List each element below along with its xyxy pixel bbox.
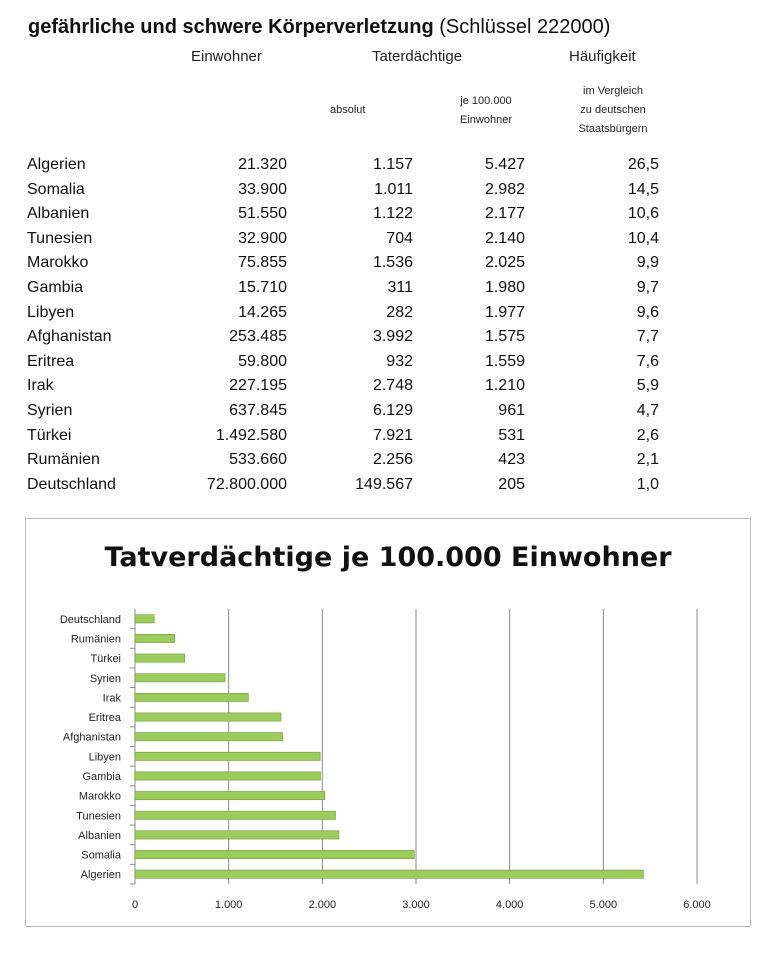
cell-einwohner: 533.660 [229,451,287,469]
chart-panel [25,518,751,927]
cell-absolut: 149.567 [355,475,413,493]
cell-absolut: 3.992 [372,328,413,346]
cell-je-100000: 1.559 [484,352,525,370]
cell-absolut: 282 [386,303,413,321]
subheader-absolut: absolut [330,104,366,116]
cell-einwohner: 637.845 [229,401,287,419]
cell-einwohner: 14.265 [238,303,287,321]
cell-country: Rumänien [27,451,100,469]
cell-absolut: 311 [387,278,413,296]
cell-country: Libyen [27,303,75,321]
bar [135,772,320,780]
cell-absolut: 2.256 [372,451,413,469]
cell-country: Syrien [27,401,73,419]
cell-einwohner: 72.800.000 [206,475,287,493]
subheader-je-100000 [441,92,531,130]
cell-je-100000: 205 [498,475,525,493]
table-row [0,178,775,203]
cell-je-100000: 961 [498,401,525,419]
table-row [0,251,775,276]
cell-einwohner: 51.550 [238,205,287,223]
cell-haeufigkeit: 2,6 [636,426,659,444]
table-row [0,276,775,301]
cell-country: Marokko [27,254,89,272]
x-tick-label: 4.000 [495,899,524,911]
subheader-vergleich-line2: zu deutschen [580,104,646,116]
cell-einwohner: 227.195 [229,377,287,395]
cell-absolut: 1.536 [372,254,413,272]
title-main: gefährliche und schwere Körperverletzung [28,16,434,38]
bar [135,733,283,741]
cell-je-100000: 2.025 [484,254,525,272]
cell-country: Afghanistan [27,328,112,346]
cell-je-100000: 1.977 [484,303,525,321]
bar [135,713,281,721]
header-einwohner: Einwohner [191,48,262,65]
cell-haeufigkeit: 5,9 [636,377,659,395]
cell-je-100000: 1.575 [484,328,525,346]
y-category-label: Irak [102,692,121,705]
cell-einwohner: 59.800 [238,352,287,370]
cell-einwohner: 32.900 [238,229,287,247]
table-row [0,202,775,227]
x-tick-label: 2.000 [308,899,337,911]
header-tatverdaechtige: Taterdächtige [372,48,463,65]
cell-je-100000: 423 [498,451,525,469]
cell-einwohner: 15.710 [238,278,287,296]
cell-absolut: 1.122 [372,205,413,223]
cell-je-100000: 531 [498,426,525,444]
cell-je-100000: 1.980 [484,278,525,296]
cell-haeufigkeit: 9,9 [636,254,659,272]
cell-absolut: 2.748 [372,377,413,395]
table-row [0,374,775,399]
subheader-vergleich-line1: im Vergleich [583,85,643,97]
cell-absolut: 1.011 [374,180,413,198]
cell-haeufigkeit: 7,7 [636,328,659,346]
y-category-label: Türkei [90,653,121,666]
cell-absolut: 7.921 [372,426,413,444]
y-category-label: Eritrea [88,712,121,725]
table-row [0,227,775,252]
cell-je-100000: 2.177 [484,205,525,223]
cell-haeufigkeit: 9,7 [636,278,659,296]
cell-je-100000: 2.982 [484,180,525,198]
cell-einwohner: 33.900 [238,180,287,198]
cell-country: Gambia [27,278,84,296]
bar [135,752,320,760]
table-row [0,325,775,350]
cell-country: Somalia [27,180,85,198]
y-category-label: Libyen [88,751,121,764]
table-row [0,424,775,449]
cell-einwohner: 21.320 [238,156,287,173]
cell-je-100000: 5.427 [484,156,525,173]
cell-haeufigkeit: 1,0 [636,475,659,493]
y-category-label: Marokko [78,790,121,803]
x-tick-label: 3.000 [402,899,430,911]
cell-country: Algerien [27,156,86,173]
y-category-label: Syrien [89,672,121,685]
cell-absolut: 6.129 [372,401,413,419]
header-haeufigkeit: Häufigkeit [569,48,636,65]
bar [135,850,414,858]
bar [135,791,325,799]
bar [135,811,335,819]
bar [135,654,185,662]
x-tick-label: 0 [131,899,139,911]
title-key: (Schlüssel 222000) [439,16,611,38]
y-category-label: Tunesien [76,810,121,823]
subheader-vergleich-line3: Staatsbürgern [578,123,648,135]
cell-haeufigkeit: 2,1 [636,451,659,469]
subheader-je-100000-line1: je 100.000 [460,95,512,107]
cell-haeufigkeit: 26,5 [627,156,659,173]
x-tick-label: 6.000 [683,899,711,911]
cell-country: Türkei [27,426,72,444]
cell-absolut: 1.157 [372,156,413,173]
y-category-label: Deutschland [59,613,121,626]
bar [135,693,248,701]
cell-country: Eritrea [27,352,75,370]
y-category-label: Rumänien [70,633,121,646]
y-category-label: Somalia [81,849,121,862]
cell-je-100000: 1.210 [484,377,525,395]
y-category-label: Afghanistan [62,731,121,744]
cell-haeufigkeit: 10,6 [627,205,659,223]
cell-country: Tunesien [27,229,93,247]
y-category-label: Albanien [78,829,121,842]
cell-country: Albanien [27,205,90,223]
cell-haeufigkeit: 4,7 [636,401,659,419]
cell-country: Irak [27,377,54,395]
cell-haeufigkeit: 7,6 [636,352,659,370]
cell-haeufigkeit: 14,5 [627,180,659,198]
table-row [0,301,775,326]
cell-absolut: 704 [386,229,413,247]
cell-haeufigkeit: 10,4 [627,229,659,247]
table-row [0,473,775,498]
bar [135,831,339,839]
data-table [0,153,775,497]
cell-einwohner: 1.492.580 [215,426,287,444]
bar [135,634,175,642]
chart-title: Tatverdächtige je 100.000 Einwohner [104,542,672,573]
bar [135,674,225,682]
cell-haeufigkeit: 9,6 [636,303,659,321]
table-row [0,350,775,375]
bar-chart [26,519,750,926]
cell-einwohner: 253.485 [229,328,287,346]
cell-country: Deutschland [27,475,116,493]
cell-je-100000: 2.140 [484,229,525,247]
subheader-je-100000-line2: Einwohner [460,114,512,126]
cell-einwohner: 75.855 [238,254,287,272]
y-category-label: Algerien [80,869,121,882]
table-row [0,153,775,178]
bar [135,870,643,878]
y-category-label: Gambia [82,770,121,783]
table-title [28,16,610,39]
subheader-vergleich [558,82,668,139]
cell-absolut: 932 [386,352,413,370]
x-tick-label: 1.000 [214,899,243,911]
bar [135,615,154,623]
table-row [0,399,775,424]
x-tick-label: 5.000 [589,899,618,911]
table-row [0,448,775,473]
